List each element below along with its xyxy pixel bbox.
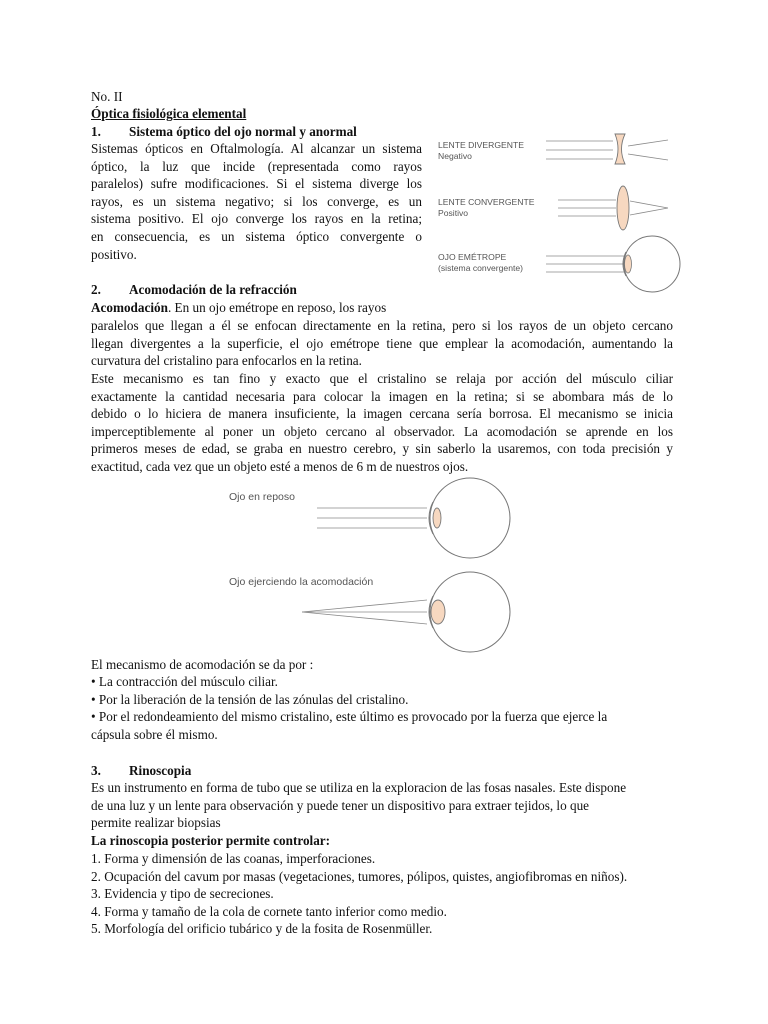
- accommodation-figure: [222, 478, 462, 658]
- rest-eye-label: Ojo en reposo: [229, 491, 295, 503]
- eye-shape: [624, 236, 680, 292]
- text-line: paralelos que llegan a él se enfocan directamente en la retina, pero si los rayos de un objeto cercano: [91, 318, 673, 333]
- section-3-heading: Rinoscopia: [129, 763, 192, 778]
- mechanism-list: [91, 673, 673, 743]
- text-line: de una luz y un lente para observación y puede tener un dispositivo para extraer tejidos, lo que: [91, 797, 590, 813]
- text-line: llegan divergentes a la superficie, el ojo emétrope tiene que emplear la acomodación, aumentando la: [91, 335, 673, 351]
- text-line: debido o lo hiciera de manera insuficiente, la imagen cercana sería borrosa. El mecanismo se inicia: [91, 406, 673, 422]
- list-item: • La contracción del músculo ciliar.: [91, 674, 278, 689]
- lens1-title: LENTE DIVERGENTE: [438, 140, 524, 150]
- list-item: 4. Forma y tamaño de la cola de cornete tanto inferior como medio.: [91, 903, 447, 919]
- lens-figure: [428, 128, 680, 288]
- document-number: No. II: [91, 89, 123, 104]
- divergent-lens-shape: [615, 134, 625, 164]
- section-2-paragraph-2: [91, 370, 673, 476]
- section-2-paragraph-1: [91, 317, 673, 370]
- rest-lens-shape: [433, 508, 441, 528]
- section-3-number: 3.: [91, 763, 101, 778]
- text-line: Sistemas ópticos en Oftalmología. Al alcanzar un sistema: [91, 141, 422, 156]
- text-line: en consecuencia, es un sistema óptico convergente o: [91, 228, 422, 244]
- text-line: sistema positivo. El ojo converge los rayos en la retina;: [91, 211, 422, 227]
- eye-sub: (sistema convergente): [438, 263, 524, 273]
- text-line: Es un instrumento en forma de tubo que se utiliza en la exploracion de las fosas nasales. Este dispone: [91, 780, 627, 795]
- accommodating-eye-label: Ojo ejerciendo la acomodación: [229, 576, 374, 588]
- text-line: Este mecanismo es tan fino y exacto que el cristalino se relaja por acción del músculo ciliar: [91, 371, 673, 386]
- text-line: exactamente la cantidad necesaria para colocar la imagen en la retina; si se abombara más de lo: [91, 388, 673, 404]
- accommodation-term: Acomodación: [91, 300, 168, 315]
- lens1-sub: Negativo: [438, 151, 472, 161]
- section-2-lead: [91, 299, 386, 317]
- mechanism-intro: El mecanismo de acomodación se da por :: [91, 657, 314, 672]
- list-item: 2. Ocupación del cavum por masas (vegetaciones, tumores, pólipos, quistes, angiofibromas en niños).: [91, 868, 628, 884]
- list-item: 3. Evidencia y tipo de secreciones.: [91, 886, 274, 902]
- text-line: permite realizar biopsias: [91, 815, 221, 831]
- lead-text: . En un ojo emétrope en reposo, los rayos: [167, 300, 387, 315]
- section-3-subheading: La rinoscopia posterior permite controlar:: [91, 833, 331, 848]
- section-3-paragraph: [91, 779, 673, 832]
- lens-diagram: [428, 128, 680, 288]
- list-item: 5. Morfología del orificio tubárico y de la fosita de Rosenmüller.: [91, 921, 433, 937]
- rest-eye-shape: [430, 478, 510, 558]
- list-item: • Por el redondeamiento del mismo cristalino, este último es provocado por la fuerza que ejerce la: [91, 709, 608, 725]
- section-1-paragraph: [91, 140, 422, 263]
- convergent-lens-shape: [617, 186, 629, 230]
- text-line: paralelos) sufre modificaciones. Si el sistema diverge los: [91, 176, 422, 192]
- text-line: imperceptiblemente al poner un objeto cercano al observador. La acomodación se aprende en los: [91, 423, 673, 439]
- list-item-continuation: cápsula sobre él mismo.: [91, 726, 218, 742]
- accommodation-diagram: [222, 478, 462, 658]
- text-line: óptico, la luz que incide (representada como rayos: [91, 158, 422, 174]
- text-line: curvatura del cristalino para enfocarlos en la retina.: [91, 353, 362, 369]
- lens2-title: LENTE CONVERGENTE: [438, 197, 535, 207]
- document-title: Óptica fisiológica elemental: [91, 106, 247, 121]
- list-item: 1. Forma y dimensión de las coanas, imperforaciones.: [91, 851, 376, 866]
- section-2-number: 2.: [91, 282, 101, 297]
- text-line: positivo.: [91, 246, 137, 262]
- eye-title: OJO EMÉTROPE: [438, 252, 507, 262]
- section-2-heading: Acomodación de la refracción: [129, 282, 297, 297]
- section-1-heading: Sistema óptico del ojo normal y anormal: [129, 124, 357, 139]
- rhinoscopy-list: [91, 850, 691, 938]
- text-line: rayos, es un sistema negativo; si los converge, es un: [91, 193, 422, 209]
- section-1-number: 1.: [91, 124, 101, 139]
- lens2-sub: Positivo: [438, 208, 469, 218]
- text-line: primeros meses de edad, se graba en nuestro cerebro, y sin saberlo la usaremos, con toda precisión y: [91, 441, 673, 457]
- text-line: exactitud, cada vez que un objeto esté a menos de 6 m de nuestros ojos.: [91, 458, 469, 474]
- accommodating-lens-shape: [431, 600, 445, 624]
- list-item: • Por la liberación de la tensión de las zónulas del cristalino.: [91, 691, 409, 707]
